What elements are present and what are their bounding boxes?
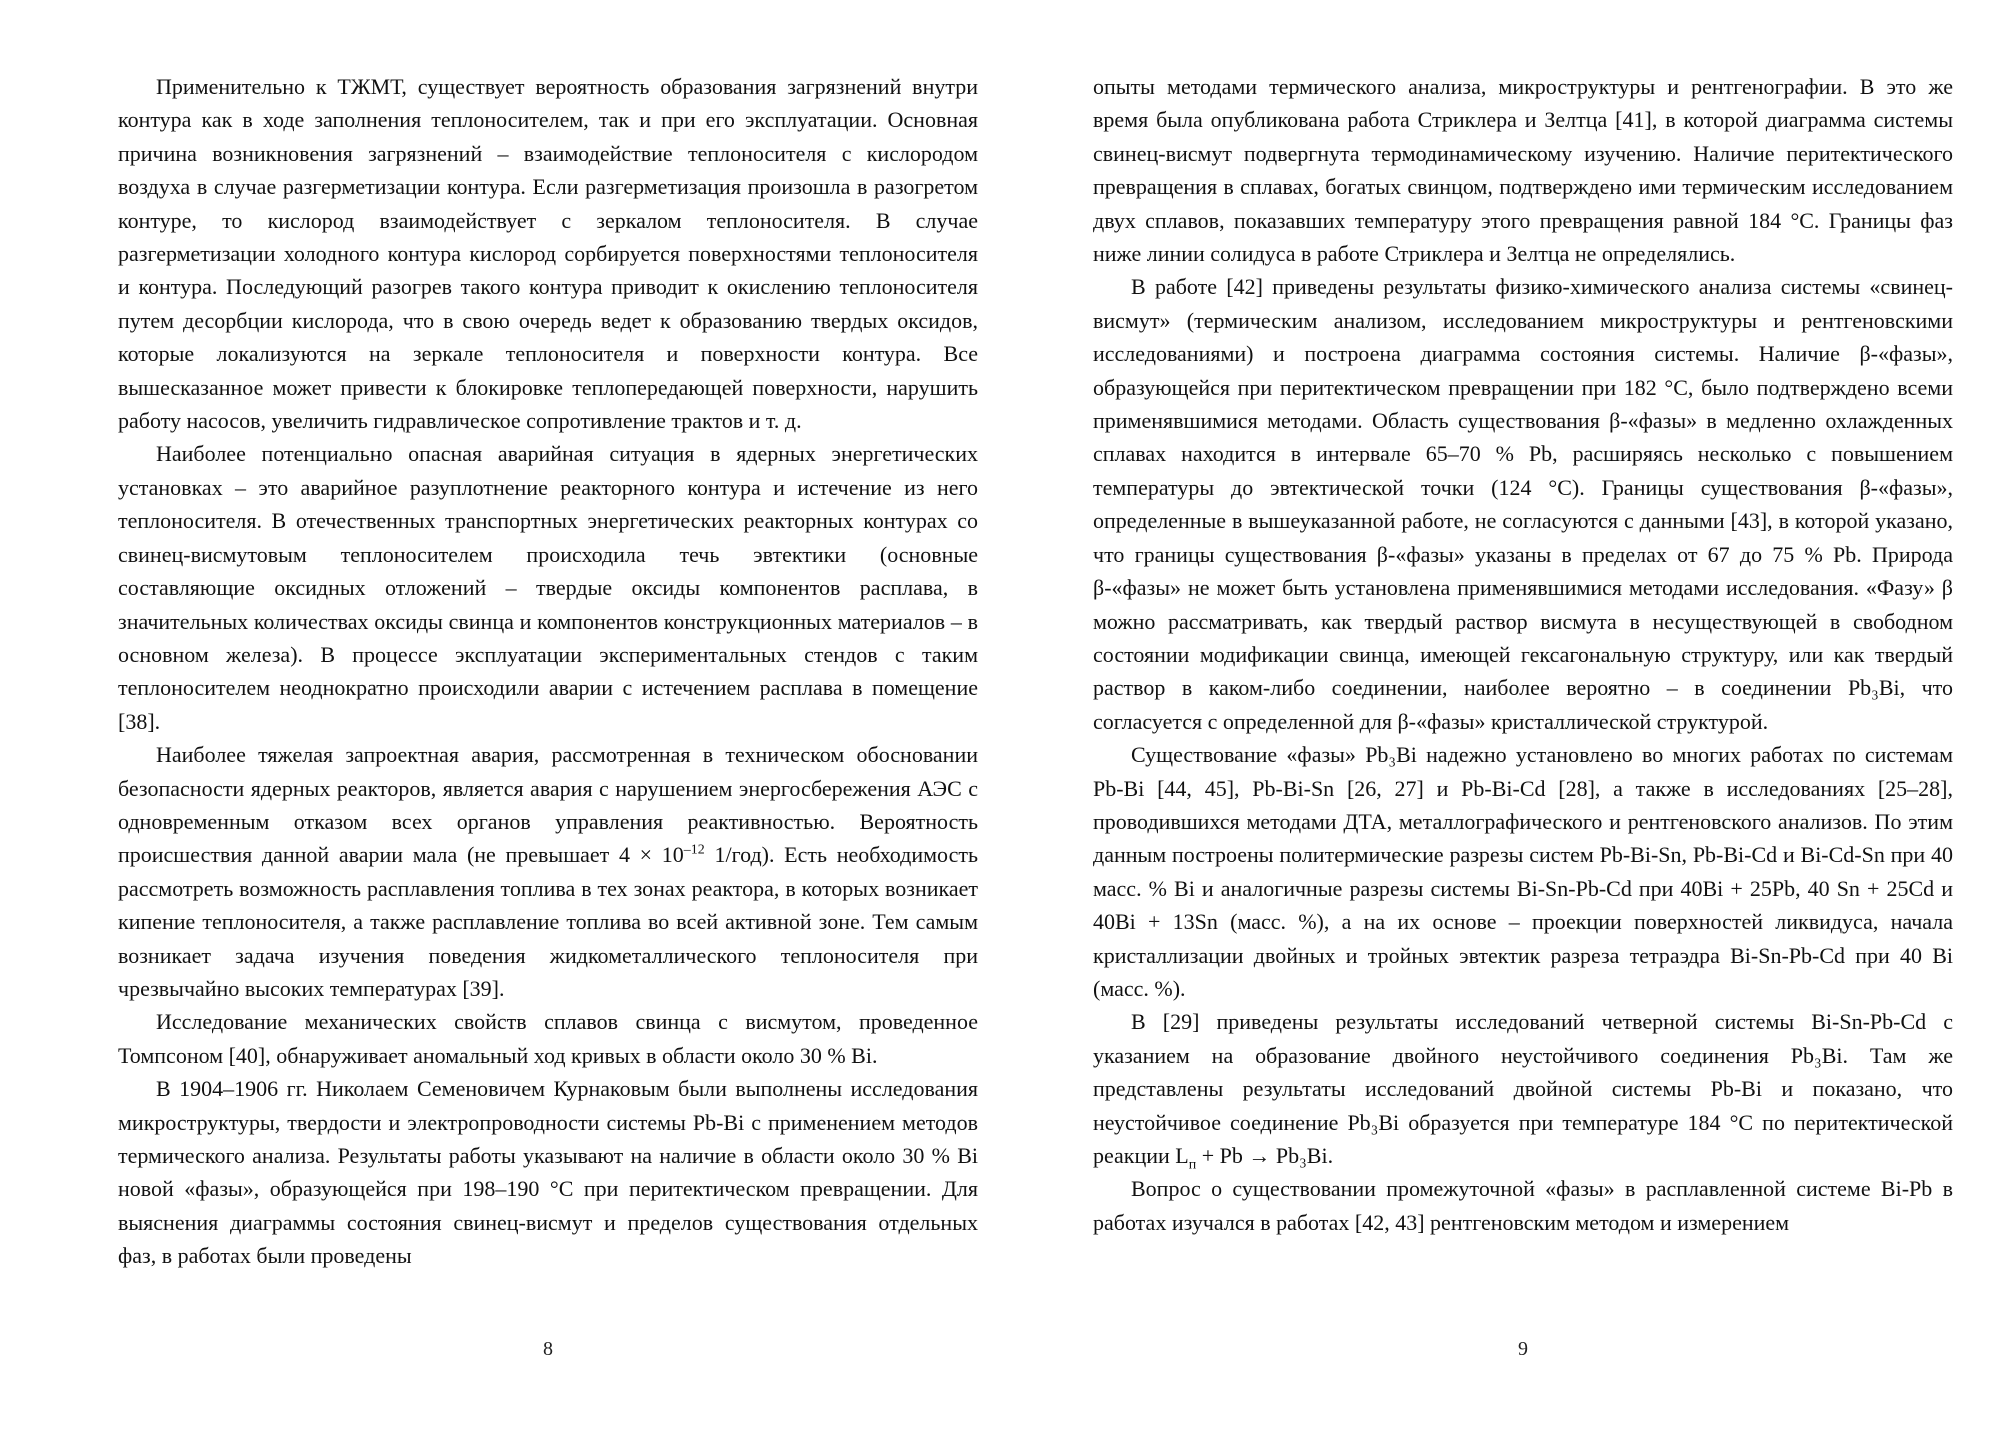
paragraph: Существование «фазы» Pb₃Bi надежно установлено во многих работах по системам Pb-Bi [44, 45], Pb-Bi-Sn [26, 27] и Pb-Bi-Cd [28], а также в исследованиях [25–28], проводившихся методами ДТА, металлографического и рентгеновского анализов. По этим данным построены политермические разрезы систем Pb-Bi-Sn, Pb-Bi-Cd и Bi-Cd-Sn при 40 масс. % Bi и аналогичные разрезы системы Bi-Sn-Pb-Cd при 40Bi + 25Pb, 40 Sn + 25Cd и 40Bi + 13Sn (масс. %), а на их основе – проекции поверхностей ликвидуса, начала кристаллизации двойных и тройных эвтектик разреза тетраэдра Bi-Sn-Pb-Cd при 40 Bi (масс. %). — [1093, 742, 1953, 1001]
text-span: 1/год). Есть необходимость рассмотреть возможность расплавления топлива в тех зонах реактора, в которых возникает кипение теплоносителя, а также расплавление топлива во всей активной зоне. Тем самым возникает задача изучения поведения жидкометаллического теплоносителя при чрезвычайно высоких температурах [39]. — [118, 842, 978, 1001]
text-span: В [29] приведены результаты исследований четверной системы Bi-Sn-Pb-Cd с указанием на образование двойного неустойчивого соединения Pb₃Bi. Там же представлены результаты исследований двойной системы Pb-Bi и показано, что неустойчивое соединение Pb₃Bi образуется при температуре 184 °С по перитектической реакции L — [1093, 1009, 1953, 1168]
text-span: Наиболее тяжелая запроектная авария, рассмотренная в техническом обосновании безопасности ядерных реакторов, является авария с нарушением энергосбережения АЭС с одновременным отказом всех органов управления реактивностью. Вероятность происшествия данной аварии мала (не превышает 4 × 10 — [118, 742, 978, 868]
paragraph: Применительно к ТЖМТ, существует вероятность образования загрязнений внутри контура как в ходе заполнения теплоносителем, так и при его эксплуатации. Основная причина возникновения загрязнений – взаимодействие теплоносителя с кислородом воздуха в случае разгерметизации контура. Если разгерметизация произошла в разогретом контуре, то кислород взаимодействует с зеркалом теплоносителя. В случае разгерметизации холодного контура кислород сорбируется поверхностями теплоносителя и контура. Последующий разогрев такого контура приводит к окислению теплоносителя путем десорбции кислорода, что в свою очередь ведет к образованию твердых оксидов, которые локализуются на зеркале теплоносителя и поверхности контура. Все вышесказанное может привести к блокировке теплопередающей поверхности, нарушить работу насосов, увеличить гидравлическое сопротивление трактов и т. д. — [118, 74, 978, 434]
paragraph: опыты методами термического анализа, микроструктуры и рентгенографии. В это же время была опубликована работа Стриклера и Зелтца [41], в которой диаграмма системы свинец-висмут подвергнута термодинамическому изучению. Наличие перитектического превращения в сплавах, богатых свинцом, подтверждено ими термическим исследованием двух сплавов, показавших температуру этого превращения равной 184 °С. Границы фаз ниже линии солидуса в работе Стриклера и Зелтца не определялись. — [1093, 74, 1953, 267]
paragraph — [118, 738, 978, 1005]
subscript: п — [1188, 1157, 1197, 1173]
page-number-left: 8 — [543, 1338, 553, 1360]
paragraph: Вопрос о существовании промежуточной «фазы» в расплавленной системе Bi-Pb в работах изучался в работах [42, 43] рентгеновским методом и измерением — [1093, 1176, 1953, 1235]
text-span: + Pb → Pb₃Bi. — [1196, 1143, 1334, 1168]
paragraph: Исследование механических свойств сплавов свинца с висмутом, проведенное Томпсоном [40], обнаруживает аномальный ход кривых в области около 30 % Bi. — [118, 1009, 978, 1068]
left-page — [118, 70, 978, 1410]
paragraph: Наиболее потенциально опасная аварийная ситуация в ядерных энергетических установках – это аварийное разуплотнение реакторного контура и истечение из него теплоносителя. В отечественных транспортных энергетических реакторных контурах со свинец-висмутовым теплоносителем происходила течь эвтектики (основные составляющие оксидных отложений – твердые оксиды компонентов расплава, в значительных количествах оксиды свинца и компонентов конструкционных материалов – в основном железа). В процессе эксплуатации экспериментальных стендов с таким теплоносителем неоднократно происходили аварии с истечением расплава в помещение [38]. — [118, 441, 978, 734]
right-page — [1093, 70, 1953, 1410]
paragraph — [1093, 1005, 1953, 1172]
paragraph: В 1904–1906 гг. Николаем Семеновичем Курнаковым были выполнены исследования микроструктуры, твердости и электропроводности системы Pb-Bi с применением методов термического анализа. Результаты работы указывают на наличие в области около 30 % Bi новой «фазы», образующейся при 198–190 °С при перитектическом превращении. Для выяснения диаграммы состояния свинец-висмут и пределов существования отдельных фаз, в работах были проведены — [118, 1076, 978, 1269]
paragraph: В работе [42] приведены результаты физико-химического анализа системы «свинец-висмут» (термическим анализом, исследованием микроструктуры и рентгеновскими исследованиями) и построена диаграмма состояния системы. Наличие β-«фазы», образующейся при перитектическом превращении при 182 °С, было подтверждено всеми применявшимися методами. Область существования β-«фазы» в медленно охлажденных сплавах находится в интервале 65–70 % Pb, расширяясь несколько с повышением температуры до эвтектической точки (124 °С). Границы существования β-«фазы», определенные в вышеуказанной работе, не согласуются с данными [43], в которой указано, что границы существования β-«фазы» указаны в пределах от 67 до 75 % Pb. Природа β-«фазы» не может быть установлена применявшимися методами исследования. «Фазу» β можно рассматривать, как твердый раствор висмута в несуществующей в свободном состоянии модификации свинца, имеющей гексагональную структуру, или как твердый раствор в каком-либо соединении, наиболее вероятно – в соединении Pb₃Bi, что согласуется с определенной для β-«фазы» кристаллической структурой. — [1093, 274, 1953, 734]
exponent: –12 — [683, 843, 705, 859]
page-number-right: 9 — [1518, 1338, 1528, 1360]
